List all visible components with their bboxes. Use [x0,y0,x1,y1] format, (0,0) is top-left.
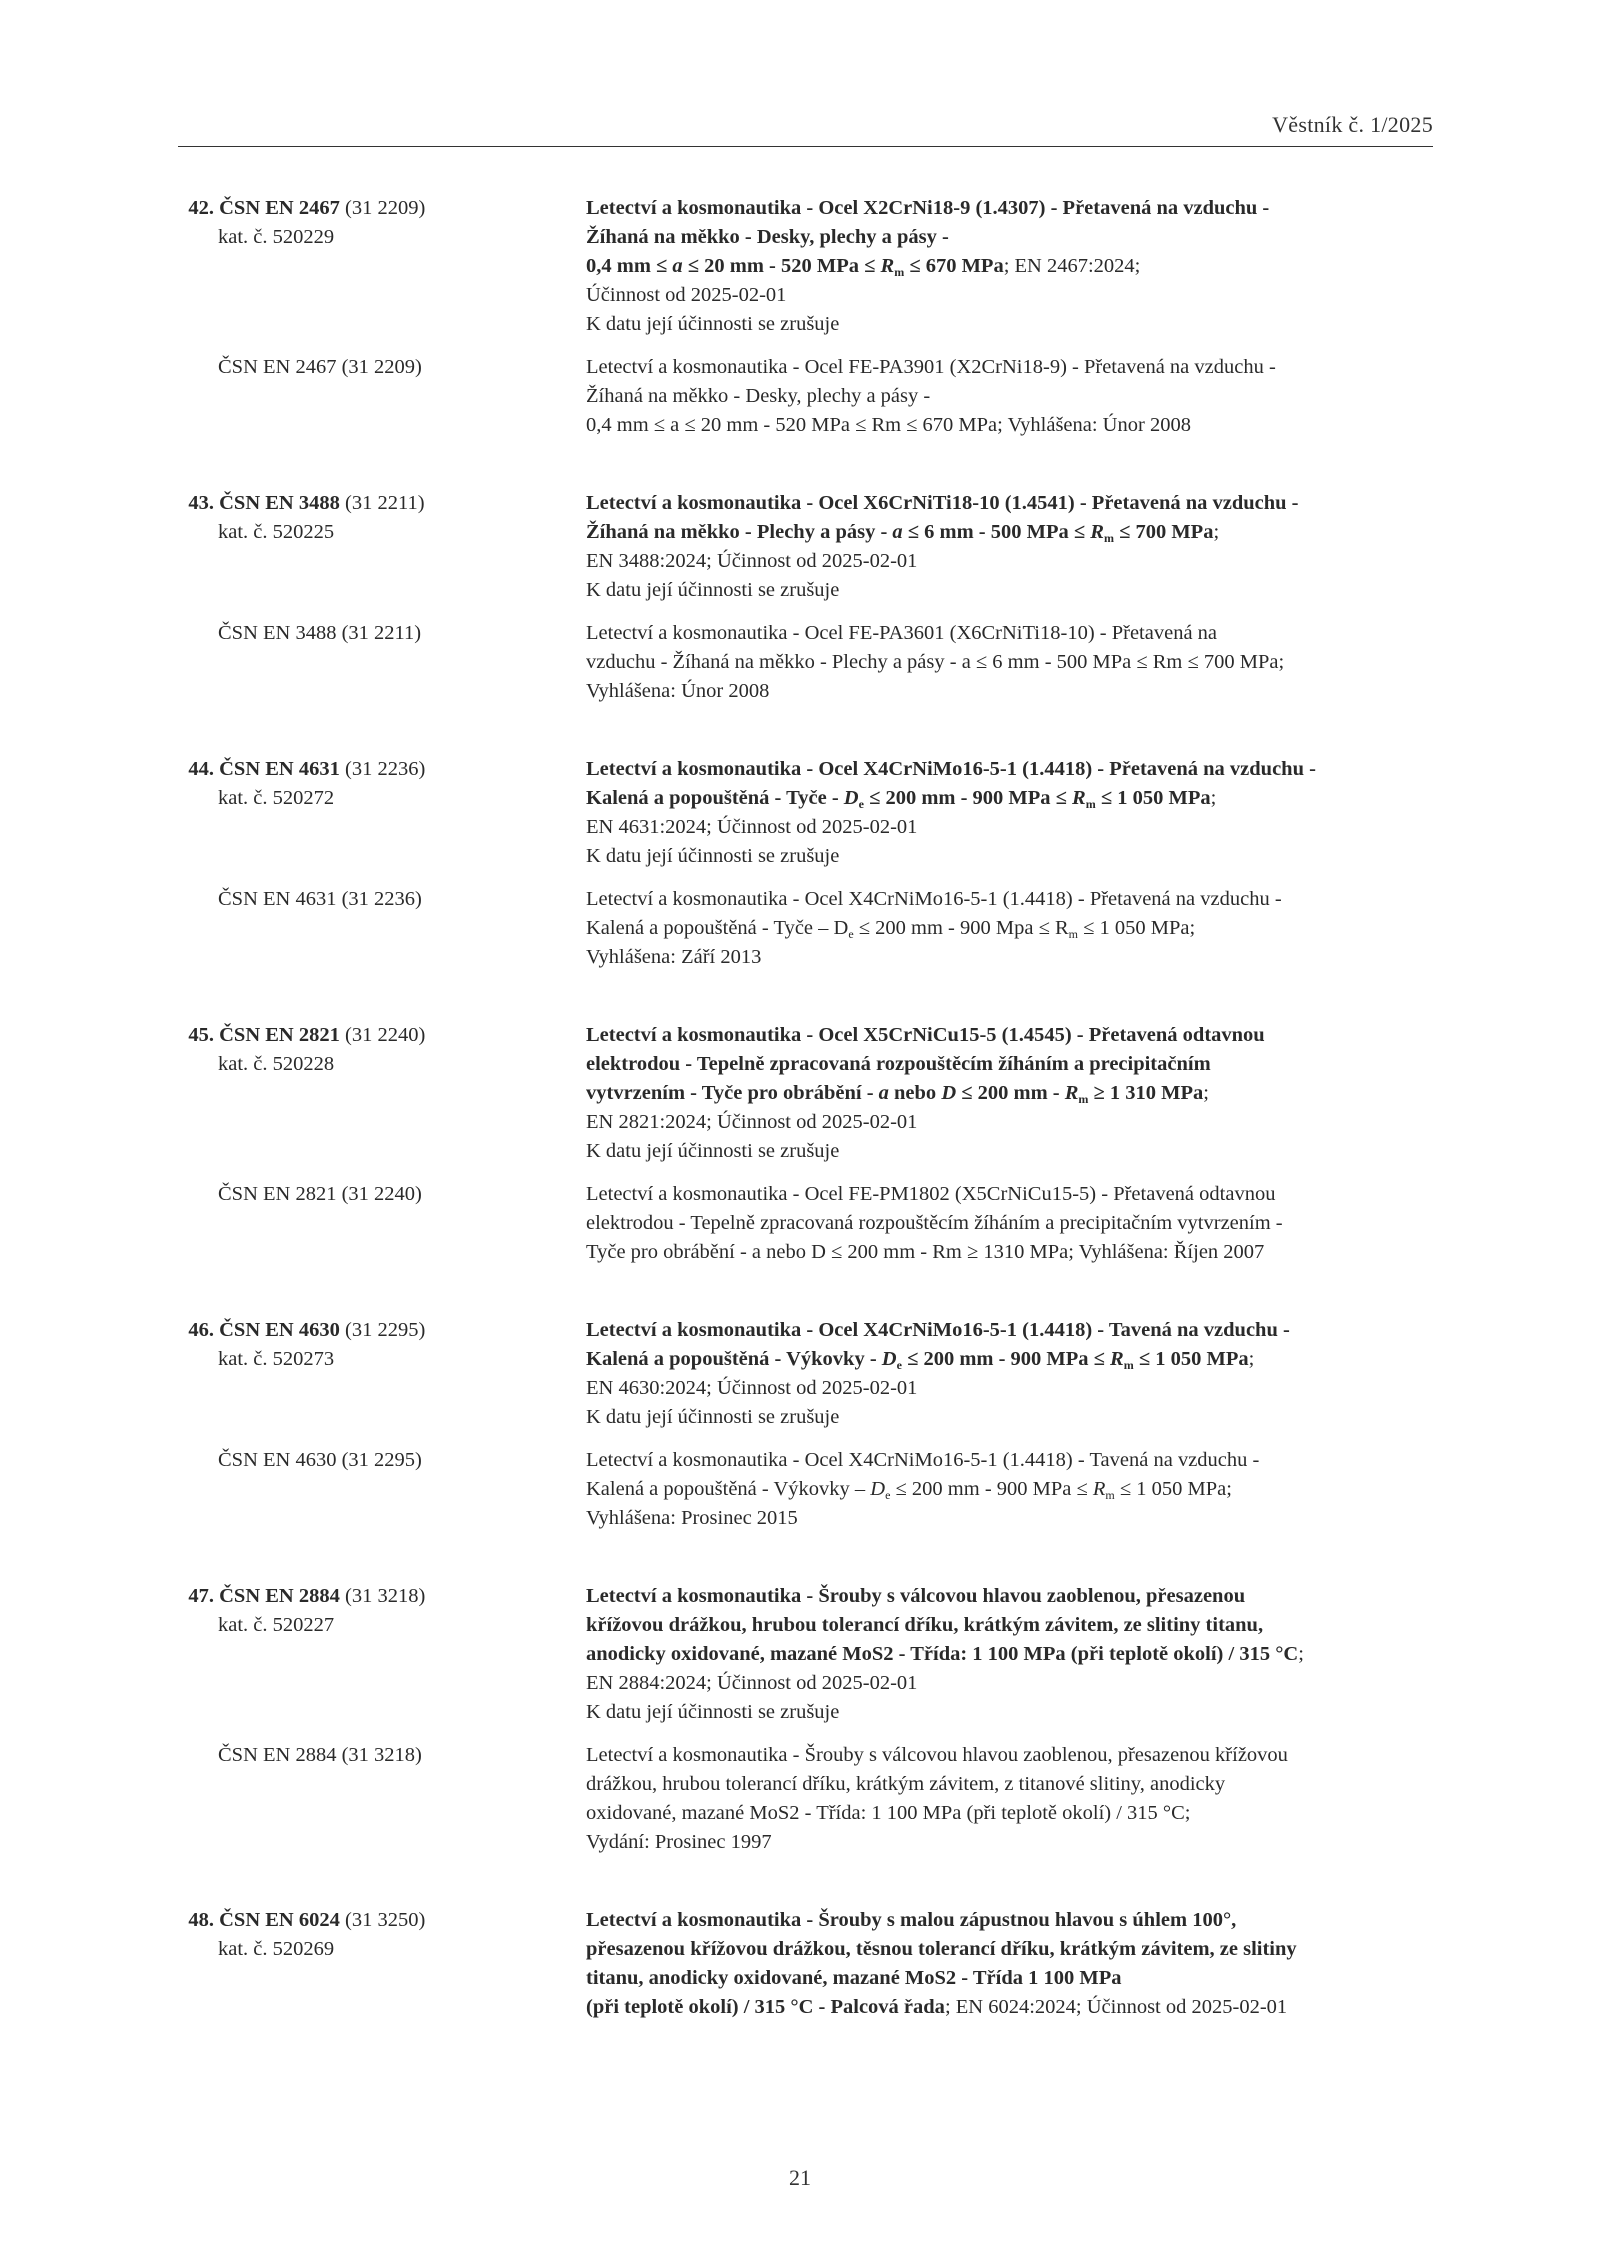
old-title-fragment: Kalená a popouštěná - Výkovky – [586,1478,871,1500]
cancellation-note: K datu její účinnosti se zrušuje [586,1406,840,1428]
title-fragment: ; [1210,787,1217,809]
standard-code: ČSN EN 4630 [219,1319,340,1341]
journal-title: Věstník č. 1/2025 [1272,112,1433,137]
list-item [178,1906,1433,2022]
old-title-fragment: Kalená a popouštěná - Tyče – D [586,917,849,939]
entry-number: 45. [188,1024,214,1046]
title-fragment: ; [1248,1348,1255,1370]
replaced-standard-description [586,885,1433,972]
classification-code: (31 3218) [345,1585,426,1607]
title-line: křížovou drážkou, hrubou tolerancí dříku, krátkým závitem, ze slitiny titanu, [586,1614,1264,1636]
standard-description [586,1316,1433,1432]
old-title-line: Letectví a kosmonautika - Šrouby s válcovou hlavou zaoblenou, přesazenou křížovou [586,1744,1288,1766]
title-line: EN 2884:2024; Účinnost od 2025-02-01 [586,1672,918,1694]
title-fragment: ; EN 6024:2024; Účinnost od 2025-02-01 [944,1996,1288,2018]
list-item [178,1021,1433,1267]
title-line: titanu, anodicky oxidované, mazané MoS2 - Třída 1 100 MPa [586,1967,1122,1989]
title-line: Žíhaná na měkko - Desky, plechy a pásy - [586,226,949,248]
old-title-line: Vydání: Prosinec 1997 [586,1831,772,1853]
title-fragment: R [1064,1082,1079,1104]
title-fragment: ≤ 6 mm - 500 MPa ≤ [902,521,1091,543]
replaced-standard-description [586,1741,1433,1857]
entry-identifier [178,1021,586,1166]
catalog-number: kat. č. 520272 [218,787,335,809]
classification-code: (31 2209) [345,197,426,219]
classification-code: (31 2240) [345,1024,426,1046]
entry-number: 46. [188,1319,214,1341]
title-fragment: Kalená a popouštěná - Výkovky - [586,1348,882,1370]
old-title-subscript: e [885,1488,891,1502]
title-fragment: D [941,1082,957,1104]
title-fragment: 0,4 mm ≤ [586,255,673,277]
old-title-fragment: ≤ 200 mm - 900 Mpa ≤ R [853,917,1069,939]
title-fragment: ≥ 1 310 MPa [1088,1082,1204,1104]
list-item [178,1582,1433,1857]
standard-description [586,1582,1433,1727]
title-line: Letectví a kosmonautika - Šrouby s válcovou hlavou zaoblenou, přesazenou [586,1585,1246,1607]
page-number: 21 [789,2165,811,2190]
old-title-line: Letectví a kosmonautika - Ocel FE-PM1802 (X5CrNiCu15-5) - Přetavená odtavnou [586,1183,1276,1205]
old-title-subscript: m [1105,1488,1115,1502]
cancellation-note: K datu její účinnosti se zrušuje [586,1701,840,1723]
title-subscript: m [1085,797,1096,811]
title-fragment: R [880,255,895,277]
title-fragment: ≤ 200 mm - 900 MPa ≤ [901,1348,1111,1370]
title-fragment: ≤ 1 050 MPa [1095,787,1211,809]
title-fragment: a [878,1082,889,1104]
standard-description [586,1021,1433,1166]
catalog-number: kat. č. 520229 [218,226,335,248]
standard-description [586,194,1433,339]
classification-code: (31 2236) [345,758,426,780]
old-title-fragment: ≤ 1 050 MPa; [1077,917,1196,939]
entry-number: 43. [188,492,214,514]
title-fragment: ; [1213,521,1220,543]
entry-identifier [178,755,586,871]
old-title-line: Vyhlášena: Září 2013 [586,946,762,968]
title-fragment: R [1090,521,1104,543]
title-line: Letectví a kosmonautika - Ocel X4CrNiMo16-5-1 (1.4418) - Přetavená na vzduchu - [586,758,1316,780]
title-subscript: m [1103,531,1114,545]
old-title-line: Letectví a kosmonautika - Ocel FE-PA3601 (X6CrNiTi18-10) - Přetavená na [586,622,1218,644]
title-line: Letectví a kosmonautika - Ocel X5CrNiCu15-5 (1.4545) - Přetavená odtavnou [586,1024,1265,1046]
entry-number: 44. [188,758,214,780]
title-subscript: m [1078,1092,1089,1106]
standard-description [586,1906,1433,2022]
standard-code: ČSN EN 6024 [219,1909,340,1931]
standard-code: ČSN EN 2884 [219,1585,340,1607]
title-fragment: D [843,787,859,809]
title-line: EN 2821:2024; Účinnost od 2025-02-01 [586,1111,918,1133]
cancellation-note: K datu její účinnosti se zrušuje [586,313,840,335]
title-line: Letectví a kosmonautika - Ocel X2CrNi18-9 (1.4307) - Přetavená na vzduchu - [586,197,1270,219]
replaced-standard-description [586,1446,1433,1533]
entry-identifier [178,489,586,605]
list-item [178,194,1433,440]
list-item [178,489,1433,706]
catalog-number: kat. č. 520273 [218,1348,335,1370]
classification-code: (31 2295) [345,1319,426,1341]
old-title-fragment: ≤ 1 050 MPa; [1114,1478,1232,1500]
catalog-number: kat. č. 520228 [218,1053,335,1075]
entry-identifier [178,1316,586,1432]
title-fragment: Žíhaná na měkko - Plechy a pásy - [586,521,893,543]
standard-code: ČSN EN 2821 [219,1024,340,1046]
old-title-line: oxidované, mazané MoS2 - Třída: 1 100 MPa (při teplotě okolí) / 315 °C; [586,1802,1191,1824]
title-fragment: ; [1203,1082,1209,1104]
title-fragment: a [892,521,903,543]
title-line: přesazenou křížovou drážkou, těsnou tolerancí dříku, krátkým závitem, ze slitiny [586,1938,1297,1960]
cancellation-note: K datu její účinnosti se zrušuje [586,845,840,867]
classification-code: (31 2211) [345,492,425,514]
replaced-standard-code: ČSN EN 2467 (31 2209) [218,356,422,378]
title-subscript: e [896,1358,902,1372]
old-title-line: Letectví a kosmonautika - Ocel X4CrNiMo16-5-1 (1.4418) - Tavená na vzduchu - [586,1449,1260,1471]
title-fragment: nebo [888,1082,942,1104]
list-item [178,1316,1433,1533]
title-line: elektrodou - Tepelně zpracovaná rozpouštěcím žíháním a precipitačním [586,1053,1211,1075]
standard-description [586,489,1433,605]
cancellation-note: K datu její účinnosti se zrušuje [586,1140,840,1162]
title-fragment: ≤ 1 050 MPa [1133,1348,1249,1370]
catalog-number: kat. č. 520269 [218,1938,335,1960]
entry-identifier [178,194,586,339]
old-title-line: elektrodou - Tepelně zpracovaná rozpouštěcím žíháním a precipitačním vytvrzením - [586,1212,1283,1234]
title-fragment: ≤ 200 mm - [956,1082,1065,1104]
standard-code: ČSN EN 2467 [219,197,340,219]
old-title-line: Vyhlášena: Prosinec 2015 [586,1507,798,1529]
old-title-fragment: R [1092,1478,1106,1500]
replaced-standard-description [586,353,1433,440]
standard-code: ČSN EN 3488 [219,492,340,514]
replaced-standard-description [586,1180,1433,1267]
replaced-standard-code: ČSN EN 4630 (31 2295) [218,1449,422,1471]
entry-number: 47. [188,1585,214,1607]
entry-number: 48. [188,1909,214,1931]
title-line: Letectví a kosmonautika - Ocel X6CrNiTi18-10 (1.4541) - Přetavená na vzduchu - [586,492,1299,514]
title-fragment: a [672,255,683,277]
replaced-standard-description [586,619,1433,706]
replaced-standard-code: ČSN EN 2884 (31 3218) [218,1744,422,1766]
title-line: EN 4631:2024; Účinnost od 2025-02-01 [586,816,918,838]
old-title-subscript: e [848,927,854,941]
old-title-line: drážkou, hrubou tolerancí dříku, krátkým závitem, z titanové slitiny, anodicky [586,1773,1226,1795]
title-fragment: ; [1298,1643,1304,1665]
entry-identifier [178,1582,586,1727]
title-fragment: ≤ 20 mm - 520 MPa ≤ [682,255,881,277]
list-item [178,755,1433,972]
title-fragment: ≤ 700 MPa [1113,521,1214,543]
replaced-standard-code: ČSN EN 4631 (31 2236) [218,888,422,910]
title-subscript: e [858,797,864,811]
old-title-line: 0,4 mm ≤ a ≤ 20 mm - 520 MPa ≤ Rm ≤ 670 MPa; Vyhlášena: Únor 2008 [586,414,1191,436]
standards-list [178,194,1433,2022]
replaced-standard-code: ČSN EN 2821 (31 2240) [218,1183,422,1205]
title-fragment: anodicky oxidované, mazané MoS2 - Třída: 1 100 MPa (při teplotě okolí) / 315 °C [586,1643,1299,1665]
title-fragment: R [1110,1348,1124,1370]
title-fragment: ≤ 200 mm - 900 MPa ≤ [863,787,1073,809]
title-fragment: ≤ 670 MPa [904,255,1004,277]
page-header [178,112,1433,147]
title-line: EN 3488:2024; Účinnost od 2025-02-01 [586,550,918,572]
catalog-number: kat. č. 520227 [218,1614,335,1636]
old-title-line: Vyhlášena: Únor 2008 [586,680,770,702]
old-title-line: Tyče pro obrábění - a nebo D ≤ 200 mm - Rm ≥ 1310 MPa; Vyhlášena: Říjen 2007 [586,1241,1265,1263]
title-line: Letectví a kosmonautika - Ocel X4CrNiMo16-5-1 (1.4418) - Tavená na vzduchu - [586,1319,1290,1341]
effective-date: Účinnost od 2025-02-01 [586,284,787,306]
classification-code: (31 3250) [345,1909,426,1931]
replaced-standard-code: ČSN EN 3488 (31 2211) [218,622,422,644]
old-title-line: Žíhaná na měkko - Desky, plechy a pásy - [586,385,931,407]
standard-code: ČSN EN 4631 [219,758,340,780]
title-fragment: ; EN 2467:2024; [1003,255,1141,277]
catalog-number: kat. č. 520225 [218,521,335,543]
old-title-line: Letectví a kosmonautika - Ocel FE-PA3901 (X2CrNi18-9) - Přetavená na vzduchu - [586,356,1276,378]
old-title-fragment: D [870,1478,886,1500]
standard-description [586,755,1433,871]
title-subscript: m [894,265,905,279]
old-title-subscript: m [1068,927,1078,941]
title-fragment: vytvrzením - Tyče pro obrábění - [586,1082,879,1104]
old-title-fragment: ≤ 200 mm - 900 MPa ≤ [890,1478,1093,1500]
entry-identifier [178,1906,586,2022]
title-fragment: (při teplotě okolí) / 315 °C - Palcová řada [586,1996,945,2018]
old-title-line: vzduchu - Žíhaná na měkko - Plechy a pásy - a ≤ 6 mm - 500 MPa ≤ Rm ≤ 700 MPa; [586,651,1285,673]
title-fragment: R [1072,787,1086,809]
title-fragment: Kalená a popouštěná - Tyče - [586,787,844,809]
title-line: EN 4630:2024; Účinnost od 2025-02-01 [586,1377,918,1399]
title-line: Letectví a kosmonautika - Šrouby s malou zápustnou hlavou s úhlem 100°, [586,1909,1237,1931]
title-subscript: m [1123,1358,1134,1372]
old-title-line: Letectví a kosmonautika - Ocel X4CrNiMo16-5-1 (1.4418) - Přetavená na vzduchu - [586,888,1282,910]
title-fragment: D [881,1348,897,1370]
cancellation-note: K datu její účinnosti se zrušuje [586,579,840,601]
entry-number: 42. [188,197,214,219]
